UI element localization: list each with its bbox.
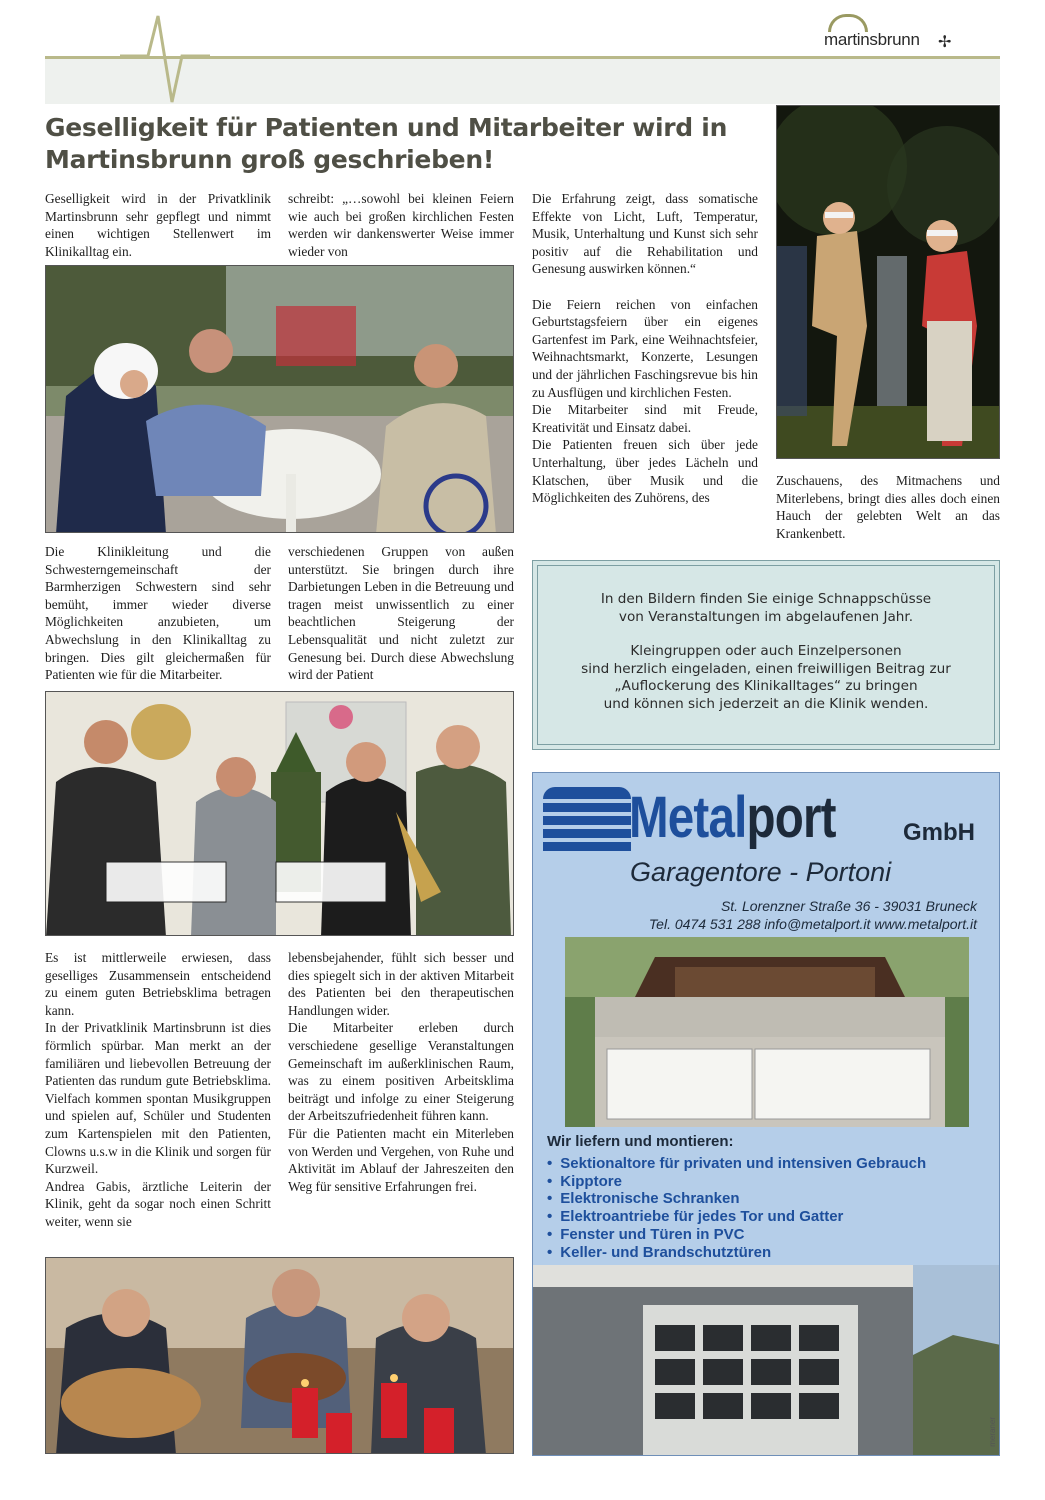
ad-slogan: Garagentore - Portoni	[630, 857, 892, 887]
info-box	[532, 560, 1000, 750]
info-box-para-1: In den Bildern finden Sie einige Schnappschüsse von Veranstaltungen im abgelaufenen Jahr.	[600, 591, 932, 625]
col2-bottom-para-3: Für die Patienten macht ein Miterleben von Werden und Vergehen, von Ruhe und Aktivität im Ablauf der Jahreszeiten den Weg für sensitive Erfahrungen frei.	[288, 1125, 514, 1194]
col1-intro-text: Geselligkeit wird in der Privatklinik Martinsbrunn sehr gepflegt und nimmt einen wichtigen Stellenwert im Klinikalltag ein.	[45, 191, 271, 259]
ad-product-list	[547, 1155, 926, 1261]
heartbeat-line-icon	[120, 10, 210, 110]
photo-night-dance	[776, 105, 1000, 459]
martinsbrunn-logo	[820, 14, 970, 54]
col2-intro-text: schreibt: „…sowohl bei kleinen Feiern wie auch bei großen kirchlichen Festen werden wir dankenswerter Weise immer wieder von	[288, 191, 514, 259]
col3-text	[532, 190, 758, 507]
ad-photo-house-garage	[565, 937, 969, 1127]
photo-garden-terrace	[45, 265, 514, 533]
col3-para-4: Die Patienten freuen sich über jede Unterhaltung, über jedes Lächeln und Klatschen, über Musik und die Möglichkeiten des Zuhörens, des	[532, 437, 758, 506]
col3-para-2: Die Feiern reichen von einfachen Geburtstagsfeiern über ein eigenes Gartenfest im Park, eine Weihnachtsfeier, Weihnachtsmarkt, Konzerte, Lesungen und der jährlichen Faschingsrevue bis hin zu Ausflügen und kirchlichen Festen.	[532, 296, 758, 400]
col2-intro	[288, 190, 514, 260]
col1-bottom-para-1: Es ist mittlerweile erwiesen, dass geselliges Zusammensein entscheidend zu einem guten Betriebsklima betragen kann.	[45, 950, 271, 1018]
ad-delivery-heading: Wir liefern und montieren:	[547, 1133, 734, 1150]
metalport-logo-icon	[543, 781, 631, 851]
col1-middle-text: Die Klinikleitung und die Schwesterngemeinschaft der Barmherzigen Schwestern sind sehr bemüht, immer wieder diverse Möglichkeiten anzubieten, um Abwechslung in den Klinikalltag zu bringen. Dies gilt gleichermaßen für Patienten wie für die Mitarbeiter.	[45, 544, 271, 683]
ad-product-item: • Elektroantriebe für jedes Tor und Gatter	[547, 1208, 926, 1226]
ad-brand-part-b: port	[746, 785, 836, 850]
col2-bottom-para-1: lebensbejahender, fühlt sich besser und dies spiegelt sich in der aktiven Mitarbeit des Patienten bei den therapeutischen Handlungen wider.	[288, 950, 514, 1018]
col1-bottom-para-2: In der Privatklinik Martinsbrunn ist dies förmlich spürbar. Man merkt an der familiären und liebevollen Betreuung der Patienten das rundum gute Betriebsklima. Vielfach kommen spontan Musikgruppen und spielen auf, Schüler und Studenten zum Kartenspielen mit den Patienten, Clowns u.s.w in die Klinik und sorgen für Kurzweil.	[45, 1020, 271, 1177]
col3-para-3: Die Mitarbeiter sind mit Freude, Kreativität und Einsatz dabei.	[532, 402, 758, 435]
ad-product-item: • Keller- und Brandschutztüren	[547, 1244, 926, 1262]
col1-intro	[45, 190, 271, 260]
col1-bottom-para-3: Andrea Gabis, ärztliche Leiterin der Klinik, geht da sogar noch einen Schritt weiter, wenn sie	[45, 1178, 271, 1229]
photo-advent-guitars	[45, 1257, 514, 1454]
info-box-para-2: Kleingruppen oder auch Einzelpersonen sind herzlich eingeladen, einen freiwilligen Beitrag zur „Auflockerung des Klinikalltages“ zu bringen und können sich jederzeit an die Klinik wenden.	[581, 643, 951, 712]
metalport-advertisement	[532, 772, 1000, 1456]
ad-photo-garage-door	[533, 1265, 1000, 1456]
ad-product-item: • Fenster und Türen in PVC	[547, 1226, 926, 1244]
col4-text	[776, 472, 1000, 542]
ad-brand-name	[629, 783, 836, 853]
col2-middle-text: verschiedenen Gruppen von außen unterstützt. Sie bringen durch ihre Darbietungen Leben in die Betreuung und tragen meist unwissentlich zu einer beachtlichen Steigerung der Lebensqualität und nicht zuletzt zur Genesung bei. Durch diese Abwechslung wird der Patient	[288, 544, 514, 683]
ad-product-item: • Sektionaltore für privaten und intensiven Gebrauch	[547, 1155, 926, 1173]
col1-middle	[45, 543, 271, 684]
col4-para: Zuschauens, des Mitmachens und Miterlebens, bringt dies alles doch einen Hauch der gelebten Welt an das Krankenbett.	[776, 473, 1000, 541]
ad-address: St. Lorenzner Straße 36 - 39031 Bruneck	[720, 898, 977, 914]
cross-icon: ✢	[938, 32, 952, 51]
col1-bottom	[45, 949, 271, 1231]
photo-brass-band	[45, 691, 514, 936]
ad-gmbh: GmbH	[903, 819, 975, 846]
ad-product-item: • Elektronische Schranken	[547, 1190, 926, 1208]
ad-product-item: • Kipptore	[547, 1173, 926, 1191]
col2-bottom-para-2: Die Mitarbeiter erleben durch verschiedene gesellige Veranstaltungen Gemeinschaft im außerklinischen Raum, was zu einem positiven Arbeitsklima beiträgt und infolge zu einer Steigerung der Arbeitszufriedenheit führen kann.	[288, 1020, 514, 1124]
ad-photo-credit: meraner	[988, 1417, 997, 1447]
col3-para-1: Die Erfahrung zeigt, dass somatische Effekte von Licht, Luft, Temperatur, Musik, Unterhaltung und Kunst sich sehr positiv auf die Rehabilitation und Genesung auswirken können.“	[532, 191, 758, 277]
ad-address-block	[577, 897, 977, 933]
ad-brand-part-a: Metal	[629, 785, 747, 850]
ad-contact: Tel. 0474 531 288 info@metalport.it www.metalport.it	[648, 916, 977, 932]
article-headline: Geselligkeit für Patienten und Mitarbeiter wird in Martinsbrunn groß geschrieben!	[45, 113, 728, 174]
logo-text: martinsbrunn	[824, 30, 920, 49]
col2-bottom	[288, 949, 514, 1195]
col2-middle	[288, 543, 514, 684]
